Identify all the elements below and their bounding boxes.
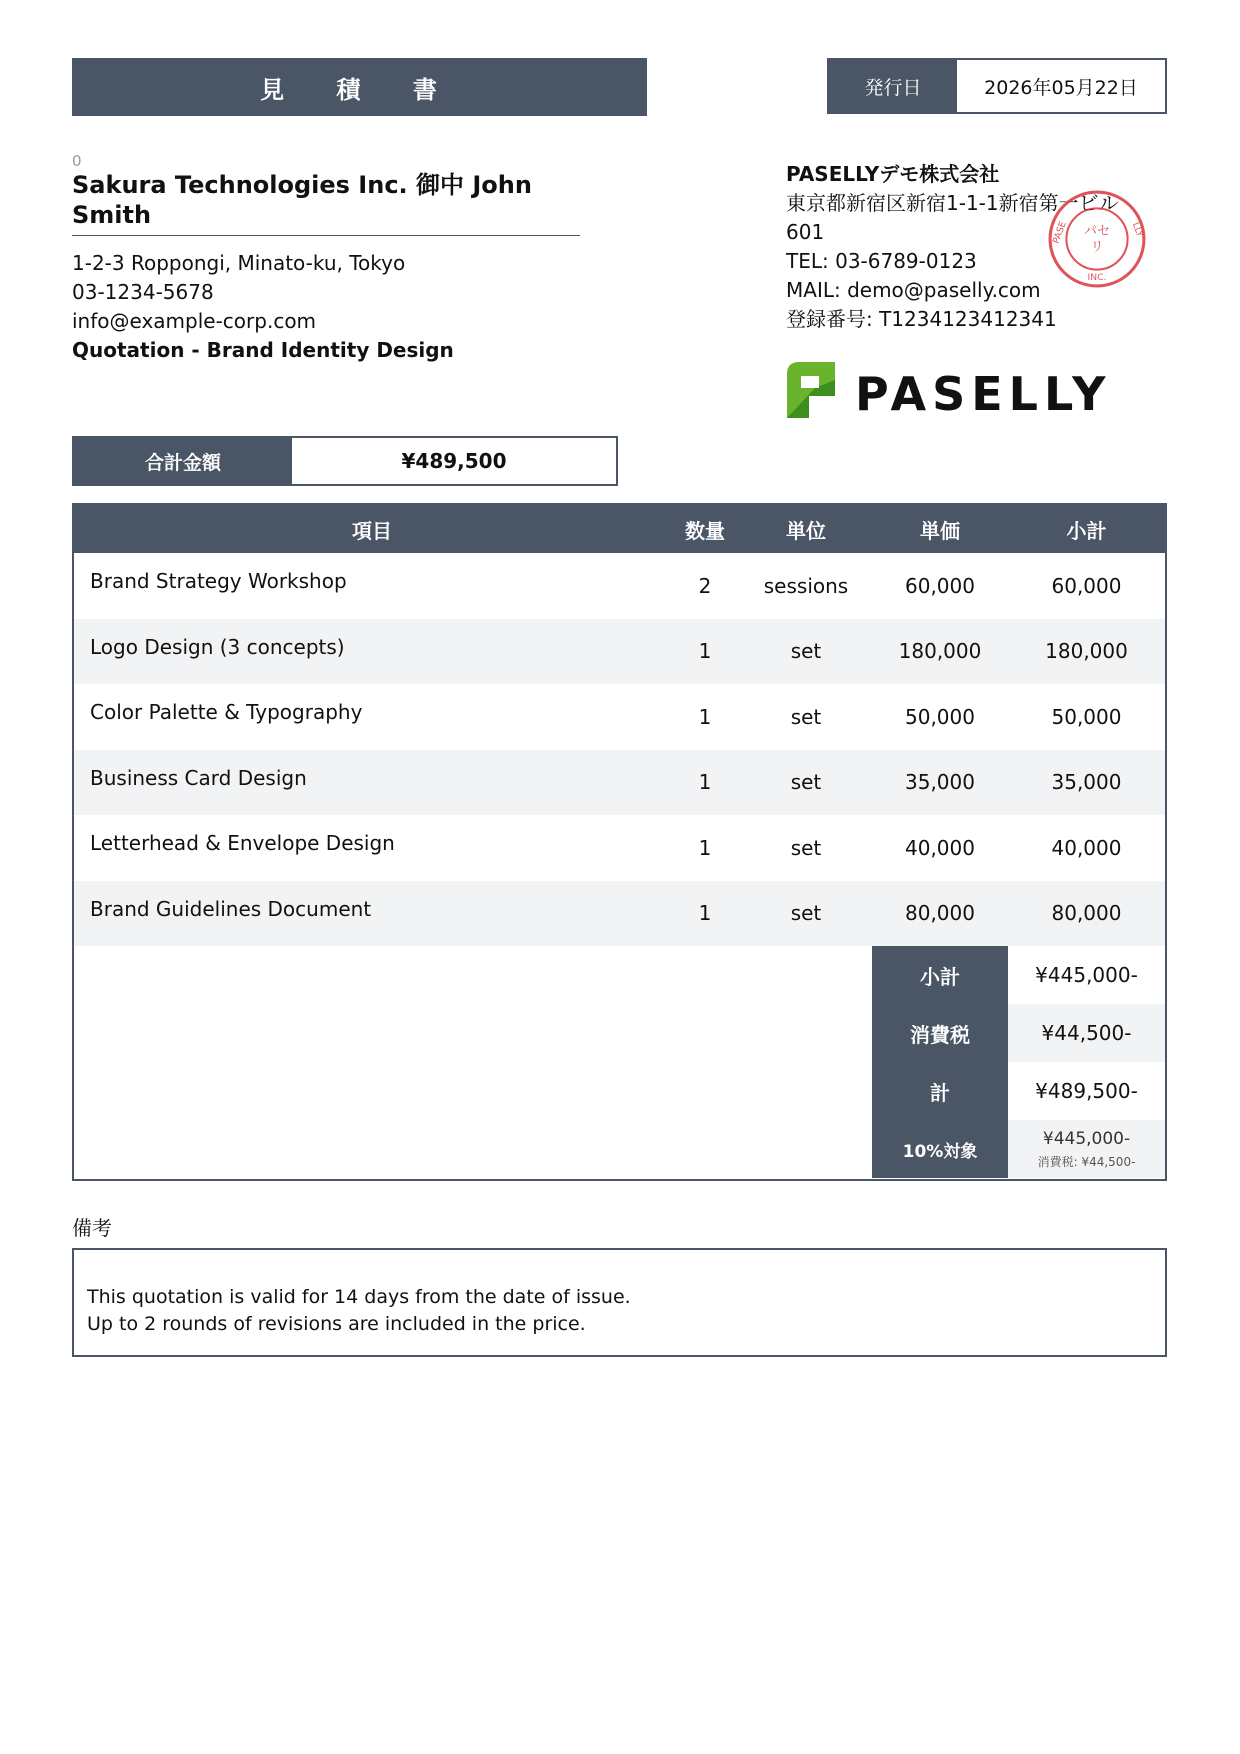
- row-qty: 1: [698, 770, 712, 795]
- notes-label: 備考: [72, 1216, 112, 1240]
- summary-tax-value: ¥44,500-: [1008, 1004, 1165, 1062]
- issue-date-box: [827, 58, 1167, 114]
- summary-tax-row: [872, 1004, 1165, 1062]
- row-qty: 1: [698, 835, 712, 860]
- table-body: [74, 553, 1165, 946]
- row-qty: 2: [698, 573, 712, 598]
- summary-rate-value: ¥445,000-: [1042, 1128, 1131, 1149]
- quotation-subject: Quotation - Brand Identity Design: [72, 338, 454, 362]
- summary-total-row: [872, 1062, 1165, 1120]
- row-qty: 1: [698, 704, 712, 729]
- table-row: [74, 553, 1165, 619]
- summary-tax-label: 消費税: [872, 1004, 1008, 1062]
- svg-text:INC.: INC.: [1087, 271, 1107, 283]
- paselly-logo: [785, 360, 1115, 420]
- client-name: Sakura Technologies Inc. 御中 John Smith: [72, 171, 532, 229]
- svg-text:PASELLY: PASELLY: [855, 367, 1112, 420]
- summary-rate-tax: 消費税: ¥44,500-: [1037, 1154, 1136, 1169]
- summary-subtotal-value: ¥445,000-: [1035, 963, 1138, 987]
- company-name: PASELLYデモ株式会社: [786, 162, 1000, 186]
- row-item: Brand Strategy Workshop: [90, 569, 347, 593]
- row-price: 60,000: [905, 573, 975, 598]
- company-seal-stamp: [1046, 188, 1148, 290]
- svg-text:PASE: PASE: [1050, 219, 1069, 246]
- grand-total-box: [72, 436, 618, 486]
- client-address: 1-2-3 Roppongi, Minato-ku, Tokyo: [72, 251, 406, 275]
- client-email: info@example-corp.com: [72, 309, 317, 333]
- row-price: 35,000: [905, 770, 975, 795]
- document-title: 見 積 書: [72, 58, 647, 116]
- row-qty: 1: [698, 901, 712, 926]
- row-item: Logo Design (3 concepts): [90, 634, 345, 659]
- row-unit: set: [790, 835, 822, 860]
- grand-total-value: ¥489,500: [401, 449, 507, 473]
- svg-text:LLY: LLY: [1129, 220, 1146, 239]
- summary-rate-values: [1008, 1120, 1165, 1178]
- row-qty: 1: [698, 639, 712, 664]
- summary-subtotal-row: [872, 946, 1165, 1004]
- row-subtotal: 180,000: [1045, 639, 1128, 664]
- client-phone: 03-1234-5678: [72, 280, 214, 304]
- grand-total-label: 合計金額: [74, 438, 292, 484]
- items-table: [72, 503, 1167, 1181]
- row-unit: set: [790, 901, 822, 926]
- row-item: Color Palette & Typography: [90, 700, 363, 724]
- summary-total-value: ¥489,500-: [1035, 1079, 1138, 1103]
- summary-rate-label: 10%対象: [872, 1120, 1008, 1178]
- company-address-line2: 601: [786, 220, 825, 244]
- row-subtotal: 35,000: [1051, 770, 1122, 795]
- row-subtotal: 40,000: [1051, 835, 1122, 860]
- header-subtotal: 小計: [1066, 518, 1107, 543]
- svg-text:パセ: パセ: [1083, 223, 1111, 239]
- client-number: 0: [72, 152, 82, 170]
- header-unit: 単位: [786, 518, 826, 543]
- header-item: 項目: [352, 518, 392, 543]
- client-info: [72, 249, 454, 365]
- table-row: [74, 881, 1165, 947]
- row-subtotal: 80,000: [1051, 901, 1122, 926]
- table-row: [74, 684, 1165, 750]
- summary-total-label: 計: [872, 1062, 1008, 1120]
- header-price: 単価: [920, 518, 960, 543]
- svg-text:リ: リ: [1090, 240, 1104, 256]
- row-price: 180,000: [898, 639, 982, 664]
- company-mail: MAIL: demo@paselly.com: [786, 278, 1041, 302]
- issue-date-value: 2026年05月22日: [984, 76, 1138, 99]
- issue-date-label: 発行日: [829, 60, 957, 112]
- table-row: [74, 619, 1165, 685]
- row-item: Business Card Design: [90, 765, 307, 790]
- summary-rate-row: [872, 1120, 1165, 1178]
- row-price: 50,000: [905, 704, 975, 729]
- notes-line-2: Up to 2 rounds of revisions are included in the price.: [87, 1313, 586, 1335]
- notes-box: [72, 1248, 1167, 1357]
- summary-block: [872, 946, 1165, 1178]
- header-qty: 数量: [685, 518, 725, 543]
- table-header: [74, 505, 1165, 553]
- row-unit: set: [790, 704, 822, 729]
- row-price: 80,000: [905, 901, 975, 926]
- company-tel: TEL: 03-6789-0123: [786, 249, 977, 273]
- row-subtotal: 50,000: [1051, 704, 1122, 729]
- table-row: [74, 750, 1165, 816]
- table-row: [74, 815, 1165, 881]
- summary-subtotal-label: 小計: [872, 946, 1008, 1004]
- row-subtotal: 60,000: [1051, 573, 1122, 598]
- row-item: Brand Guidelines Document: [90, 896, 372, 921]
- client-divider: [72, 235, 580, 236]
- company-address-line1: 東京都新宿区新宿1-1-1新宿第一ビル: [786, 191, 1119, 215]
- row-item: Letterhead & Envelope Design: [90, 831, 395, 855]
- company-registration: 登録番号: T1234123412341: [786, 307, 1057, 331]
- row-unit: set: [790, 770, 822, 795]
- notes-line-1: This quotation is valid for 14 days from the date of issue.: [87, 1286, 631, 1308]
- row-unit: set: [790, 639, 822, 664]
- row-price: 40,000: [905, 835, 975, 860]
- row-unit: sessions: [763, 573, 849, 598]
